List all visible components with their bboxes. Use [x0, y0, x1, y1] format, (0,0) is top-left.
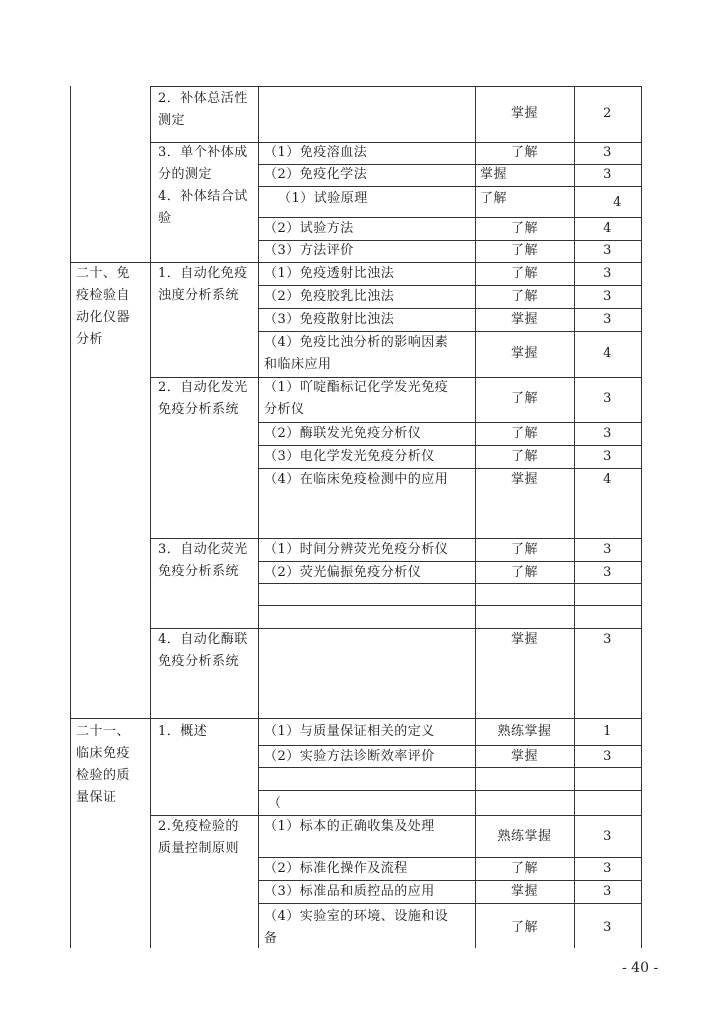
table-cell-text: 熟练掌握	[497, 829, 552, 844]
table-cell-text: 3	[603, 884, 612, 899]
table-cell-text: 3	[603, 920, 612, 935]
table-cell-text: （	[268, 796, 282, 811]
table-cell-text: （2）荧光偏振免疫分析仪	[264, 565, 422, 580]
table-cell-text: 3	[603, 289, 612, 304]
table-cell-text: （1）免疫溶血法	[264, 145, 368, 160]
table-cell-text: 3．单个补体成 分的测定 4．补体结合试 验	[158, 145, 248, 226]
table-cell-text: 3	[603, 449, 612, 464]
table-cell-text: 3	[603, 243, 612, 258]
table-cell-text: （1）标本的正确收集及处理	[264, 819, 435, 834]
table-cell-text: 掌握	[510, 346, 538, 361]
table-cell-text: 了解	[510, 243, 538, 258]
table-cell-text: 2.免疫检验的 质量控制原则	[158, 819, 240, 856]
table-cell-text: （3）电化学发光免疫分析仪	[264, 449, 435, 464]
table-cell-text: 3	[603, 391, 612, 406]
table-cell-text: 3	[603, 749, 612, 764]
page-number: - 40 -	[622, 960, 659, 976]
table-cell-text: 3	[603, 312, 612, 327]
table-rule-horizontal	[258, 903, 642, 904]
table-rule-horizontal	[70, 718, 642, 719]
table-cell-text: 4．自动化酶联 免疫分析系统	[158, 632, 248, 669]
table-cell-text: 了解	[510, 221, 538, 236]
table-cell-text: （2）试验方法	[264, 221, 354, 236]
table-cell-text: （1）免疫透射比浊法	[264, 266, 395, 281]
table-cell-text: 掌握	[510, 632, 538, 647]
table-cell-text: （2）免疫胶乳比浊法	[264, 289, 395, 304]
table-cell-text: （2）酶联发光免疫分析仪	[264, 426, 422, 441]
table-cell-text: 2．补体总活性 测定	[158, 91, 248, 128]
table-cell-text: （3）免疫散射比浊法	[264, 312, 395, 327]
table-cell-text: 熟练掌握	[497, 724, 552, 739]
table-cell-text: 了解	[480, 191, 508, 206]
table-rule-vertical	[70, 86, 71, 948]
table-cell-text: 1	[603, 724, 612, 739]
table-cell-text: （1）试验原理	[278, 191, 368, 206]
table-cell-text: 掌握	[510, 312, 538, 327]
table-cell-text: （2）标准化操作及流程	[264, 861, 408, 876]
table-cell-text: （1）时间分辨荧光免疫分析仪	[264, 542, 449, 557]
table-cell-text: 了解	[510, 391, 538, 406]
table-rule-horizontal	[258, 605, 642, 606]
table-cell-text: （4）实验室的环境、设施和设 备	[264, 909, 449, 946]
table-cell-text: 了解	[510, 449, 538, 464]
table-rule-vertical	[641, 86, 642, 948]
table-cell-text: 4	[603, 346, 612, 361]
table-cell-text: 1．自动化免疫 浊度分析系统	[158, 266, 248, 303]
table-cell-text: 了解	[510, 426, 538, 441]
table-cell-text: （1）吖啶酯标记化学发光免疫 分析仪	[264, 380, 449, 417]
table-cell-text: 3	[603, 632, 612, 647]
table-cell-text: 3．自动化荧光 免疫分析系统	[158, 542, 248, 579]
table-cell-text: 3	[603, 861, 612, 876]
table-rule-horizontal	[258, 186, 642, 187]
table-cell-text: 掌握	[510, 472, 538, 487]
table-cell-text: 1．概述	[158, 724, 208, 739]
table-cell-text: 2	[603, 106, 612, 121]
table-cell-text: 了解	[510, 289, 538, 304]
table-cell-text: （3）标准品和质控品的应用	[264, 884, 435, 899]
table-rule-vertical	[475, 86, 476, 948]
table-cell-text: （1）与质量保证相关的定义	[264, 724, 435, 739]
table-rule-horizontal	[150, 86, 642, 87]
table-cell-text: 掌握	[510, 884, 538, 899]
table-rule-horizontal	[258, 790, 642, 791]
table-cell-text: 了解	[510, 861, 538, 876]
table-cell-text: 了解	[510, 266, 538, 281]
table-cell-text: 3	[603, 167, 612, 182]
table-cell-text: 3	[603, 145, 612, 160]
table-cell-text: 了解	[510, 565, 538, 580]
table-cell-text: 2．自动化发光 免疫分析系统	[158, 380, 248, 417]
table-cell-text: （4）免疫比浊分析的影响因素 和临床应用	[264, 335, 449, 372]
table-cell-text: 掌握	[510, 749, 538, 764]
table-cell-text: 掌握	[510, 106, 538, 121]
table-cell-text: 3	[603, 829, 612, 844]
table-cell-text: 3	[603, 565, 612, 580]
table-cell-text: 4	[603, 472, 612, 487]
table-cell-text: （4）在临床免疫检测中的应用	[264, 472, 449, 487]
table-cell-text: 4	[603, 221, 612, 236]
table-cell-text: 了解	[510, 920, 538, 935]
table-cell-text: 掌握	[480, 167, 508, 182]
table-cell-text: 二十一、 临床免疫 检验的质 量保证	[76, 724, 131, 805]
table-cell-text: 了解	[510, 145, 538, 160]
table-cell-text: 了解	[510, 542, 538, 557]
table-cell-text: （2）实验方法诊断效率评价	[264, 749, 435, 764]
table-cell-text: 3	[603, 266, 612, 281]
table-rule-vertical	[574, 86, 575, 948]
table-cell-text: 3	[603, 426, 612, 441]
table-cell-text: 3	[603, 542, 612, 557]
table-cell-text: （3）方法评价	[264, 243, 354, 258]
table-rule-vertical	[150, 86, 151, 948]
table-rule-vertical	[258, 86, 259, 948]
table-cell-text: 二十、免 疫检验自 动化仪器 分析	[76, 266, 131, 347]
table-cell-text: 4	[613, 195, 622, 210]
table-cell-text: （2）免疫化学法	[264, 167, 368, 182]
